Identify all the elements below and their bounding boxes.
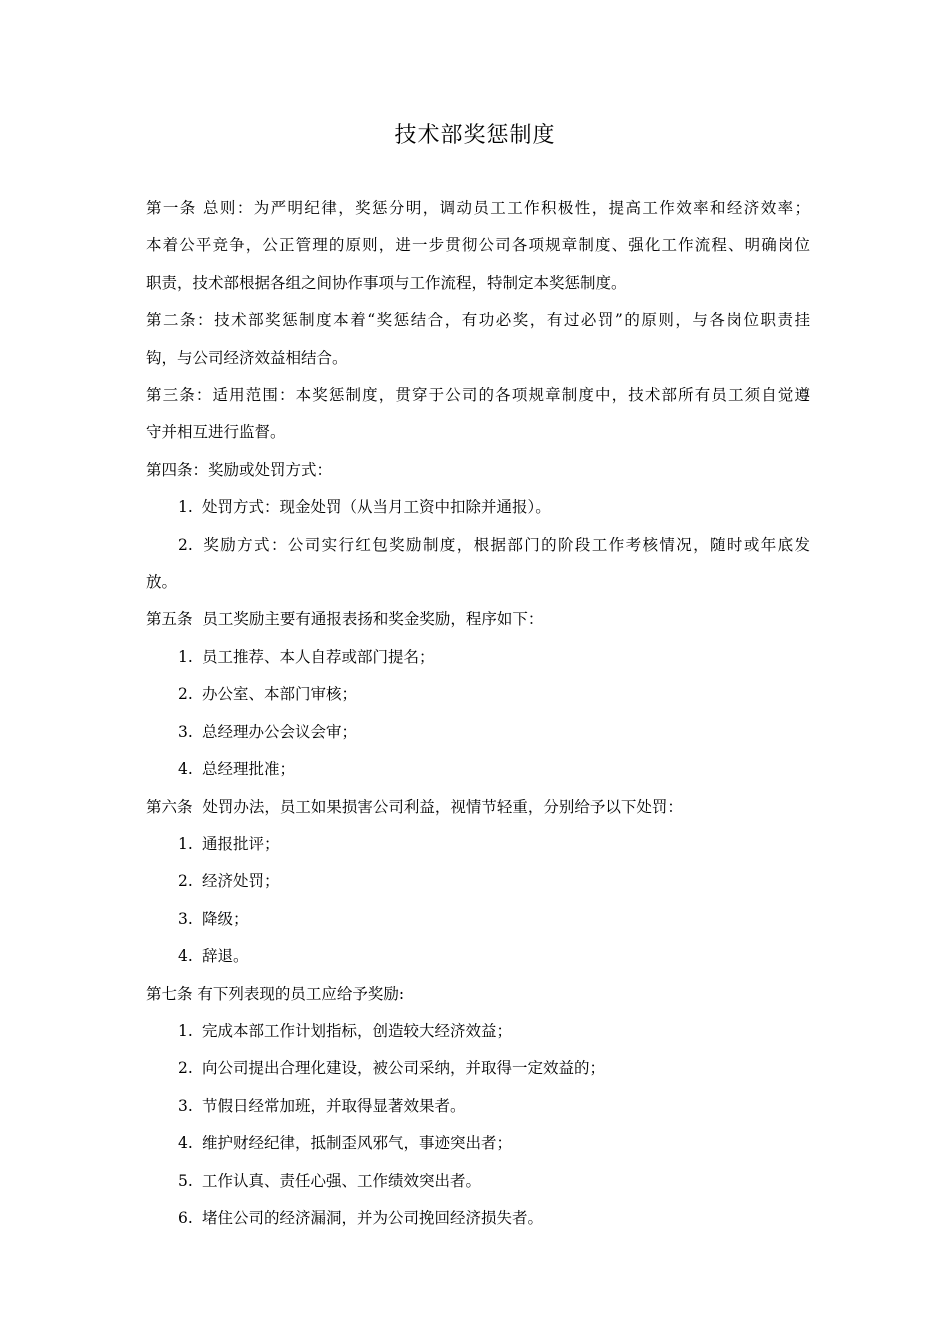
list-item-text: 节假日经常加班，并取得显著效果者。 xyxy=(202,1096,466,1115)
article-1-line-3: 职责，技术部根据各组之间协作事项与工作流程，特制定本奖惩制度。 xyxy=(146,273,627,292)
list-item-number: 2. xyxy=(178,685,193,704)
list-item-text: 工作认真、责任心强、工作绩效突出者。 xyxy=(202,1171,482,1190)
article-2-line-1: 第二条：技术部奖惩制度本着“奖惩结合，有功必奖，有过必罚”的原则，与各岗位职责挂 xyxy=(146,311,810,330)
list-item xyxy=(146,1200,810,1237)
list-item-text: 奖励方式：公司实行红包奖励制度，根据部门的阶段工作考核情况，随时或年底发 xyxy=(202,535,810,554)
list-item-text: 完成本部工作计划指标，创造较大经济效益； xyxy=(202,1021,513,1040)
article-1-line-2: 本着公平竞争，公正管理的原则，进一步贯彻公司各项规章制度、强化工作流程、明确岗位 xyxy=(146,236,810,255)
list-item xyxy=(146,489,810,526)
list-item xyxy=(146,1088,810,1125)
list-item-text: 员工推荐、本人自荐或部门提名； xyxy=(202,647,435,666)
list-item-number: 4. xyxy=(178,947,193,966)
list-item-text: 降级； xyxy=(202,909,249,928)
list-item xyxy=(146,1013,810,1050)
list-item xyxy=(146,1163,810,1200)
list-item-text: 辞退。 xyxy=(202,947,249,966)
list-item-text: 总经理办公会议会审； xyxy=(202,722,358,741)
article-7 xyxy=(146,976,810,1238)
list-item-number: 1. xyxy=(178,834,193,853)
article-5 xyxy=(146,601,810,788)
list-item xyxy=(146,863,810,900)
list-item-text: 总经理批准； xyxy=(202,760,296,779)
article-7-heading: 第七条 有下列表现的员工应给予奖励: xyxy=(146,984,405,1003)
article-6-heading: 第六条 处罚办法，员工如果损害公司利益，视情节轻重，分别给予以下处罚： xyxy=(146,797,683,816)
list-item xyxy=(146,1050,810,1087)
list-item-number: 6. xyxy=(178,1208,193,1227)
list-item xyxy=(146,714,810,751)
list-item-text: 经济处罚； xyxy=(202,872,280,891)
list-item xyxy=(146,676,810,713)
list-item-number: 2. xyxy=(178,1059,193,1078)
list-item xyxy=(146,639,810,676)
list-item xyxy=(146,527,810,564)
list-item-text: 向公司提出合理化建设，被公司采纳，并取得一定效益的； xyxy=(202,1059,606,1078)
list-item xyxy=(146,1125,810,1162)
list-item-number: 3. xyxy=(178,722,193,741)
list-item-number: 3. xyxy=(178,909,193,928)
article-1-line-1: 第一条 总则：为严明纪律，奖惩分明，调动员工工作积极性，提高工作效率和经济效率； xyxy=(146,199,810,217)
list-item-text: 通报批评； xyxy=(202,834,280,853)
article-1 xyxy=(146,190,810,302)
list-item xyxy=(146,938,810,975)
list-item-number: 2. xyxy=(178,872,193,891)
list-item-number: 1. xyxy=(178,647,193,666)
list-item-number: 4. xyxy=(178,760,193,779)
article-6 xyxy=(146,789,810,976)
list-item-continuation: 放。 xyxy=(146,573,178,592)
list-item xyxy=(146,826,810,863)
article-3 xyxy=(146,377,810,452)
list-item-text: 维护财经纪律，抵制歪风邪气，事迹突出者； xyxy=(202,1134,513,1153)
article-2 xyxy=(146,302,810,377)
article-4 xyxy=(146,452,810,602)
document-body xyxy=(146,190,810,1237)
list-item xyxy=(146,751,810,788)
list-item-number: 3. xyxy=(178,1096,193,1115)
list-item-number: 5. xyxy=(178,1171,193,1190)
list-item-text: 办公室、本部门审核； xyxy=(202,685,358,704)
article-3-line-2: 守并相互进行监督。 xyxy=(146,423,286,442)
list-item-number: 2. xyxy=(178,535,193,554)
list-item-text: 堵住公司的经济漏洞，并为公司挽回经济损失者。 xyxy=(202,1208,544,1227)
list-item-number: 1. xyxy=(178,1021,193,1040)
list-item-text: 处罚方式：现金处罚（从当月工资中扣除并通报）。 xyxy=(202,498,551,517)
list-item-number: 4. xyxy=(178,1134,193,1153)
article-4-heading: 第四条：奖励或处罚方式： xyxy=(146,460,333,479)
article-5-heading: 第五条 员工奖励主要有通报表扬和奖金奖励，程序如下： xyxy=(146,610,544,629)
article-3-line-1: 第三条：适用范围：本奖惩制度，贯穿于公司的各项规章制度中，技术部所有员工须自觉遵 xyxy=(146,386,810,405)
list-item xyxy=(146,901,810,938)
list-item-number: 1. xyxy=(178,498,193,517)
article-2-line-2: 钩，与公司经济效益相结合。 xyxy=(146,348,348,367)
document-title: 技术部奖惩制度 xyxy=(394,123,556,148)
